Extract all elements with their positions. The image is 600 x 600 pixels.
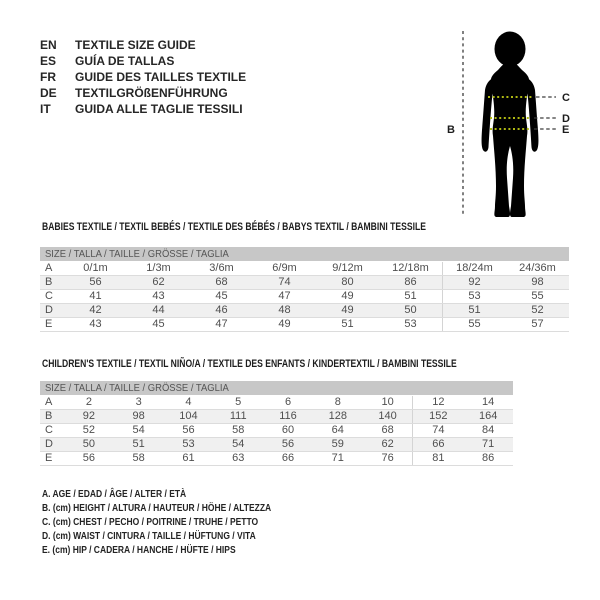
lang-code: DE — [40, 86, 57, 100]
babies-size-table — [40, 247, 569, 332]
value-cell: 8 — [334, 396, 341, 408]
table-row-A — [40, 396, 513, 409]
lang-code: ES — [40, 54, 57, 68]
value-cell: 80 — [341, 276, 354, 288]
value-cell: 0/1m — [83, 262, 108, 274]
value-cell: 68 — [381, 424, 394, 436]
value-cell: 2 — [85, 396, 92, 408]
value-cell: 56 — [82, 452, 96, 464]
babies-section-heading: BABIES TEXTILE / TEXTIL BEBÉS / TEXTILE DES BÉBÉS / BABYS TEXTIL / BAMBINI TESSILE — [42, 221, 426, 233]
value-cell: 52 — [82, 424, 96, 436]
value-cell: 5 — [235, 396, 242, 408]
children-section-heading: CHILDREN'S TEXTILE / TEXTIL NIÑO/A / TEXTILE DES ENFANTS / KINDERTEXTIL / BAMBINI TESSILE — [42, 358, 457, 370]
label-waist-D: D — [562, 113, 570, 125]
value-cell: 81 — [412, 452, 463, 465]
table-row-C — [40, 289, 569, 303]
size-header-bar — [40, 247, 569, 261]
language-item-fr — [40, 69, 246, 85]
table-row-E — [40, 451, 513, 465]
value-cell: 66 — [281, 452, 295, 464]
row-label: B — [45, 410, 53, 422]
value-cell: 63 — [232, 452, 245, 464]
lang-code: EN — [40, 38, 57, 52]
measurement-legend — [42, 488, 312, 558]
value-cell: 10 — [381, 396, 394, 408]
value-cell: 1/3m — [146, 262, 171, 274]
label-height-B: B — [447, 124, 455, 136]
value-cell: 24/36m — [519, 262, 556, 274]
value-cell: 12 — [412, 396, 463, 409]
value-cell: 53 — [182, 438, 195, 450]
child-figure-diagram — [440, 18, 600, 230]
value-cell: 50 — [82, 438, 96, 450]
value-cell: 14 — [482, 396, 495, 408]
lang-code: IT — [40, 102, 51, 116]
lang-text: TEXTILGRÖßENFÜHRUNG — [75, 86, 228, 100]
table-row-B — [40, 275, 569, 289]
value-cell: 104 — [179, 410, 198, 422]
value-cell: 59 — [331, 438, 344, 450]
value-cell: 116 — [279, 410, 297, 422]
lang-text: GUÍA DE TALLAS — [75, 54, 175, 68]
size-header-label: SIZE / TALLA / TAILLE / GRÖSSE / TAGLIA — [45, 248, 229, 260]
value-cell: 164 — [478, 410, 498, 422]
value-cell: 48 — [278, 304, 291, 316]
row-label: E — [45, 452, 53, 464]
label-chest-C: C — [562, 92, 570, 104]
row-label: E — [45, 318, 53, 330]
language-item-es — [40, 53, 246, 69]
value-cell: 53 — [404, 318, 417, 330]
value-cell: 4 — [185, 396, 192, 408]
value-cell: 50 — [404, 304, 417, 316]
value-cell: 3 — [135, 396, 142, 408]
value-cell: 47 — [215, 318, 228, 330]
value-cell: 62 — [152, 276, 165, 288]
legend-item-hip: E. (cm) HIP / CADERA / HANCHE / HÜFTE / HIPS — [42, 545, 236, 556]
value-cell: 46 — [215, 304, 228, 316]
value-cell: 71 — [482, 438, 495, 450]
row-label: D — [45, 438, 53, 450]
value-cell: 92 — [442, 276, 506, 289]
table-row-A — [40, 262, 569, 275]
value-cell: 62 — [381, 438, 394, 450]
value-cell: 6/9m — [272, 262, 297, 274]
value-cell: 111 — [229, 410, 247, 422]
value-cell: 140 — [378, 410, 397, 422]
value-cell: 18/24m — [442, 262, 506, 275]
table-row-B — [40, 409, 513, 423]
value-cell: 66 — [412, 438, 463, 451]
row-label: B — [45, 276, 53, 288]
children-size-table — [40, 381, 513, 466]
value-cell: 56 — [281, 438, 295, 450]
row-label: C — [45, 290, 53, 302]
value-cell: 49 — [278, 318, 291, 330]
value-cell: 52 — [531, 304, 544, 316]
value-cell: 71 — [331, 452, 344, 464]
value-cell: 55 — [442, 318, 506, 331]
value-cell: 54 — [132, 424, 145, 436]
label-hip-E: E — [562, 124, 570, 136]
value-cell: 45 — [215, 290, 228, 302]
language-item-it — [40, 101, 246, 117]
lang-code: FR — [40, 70, 56, 84]
value-cell: 12/18m — [392, 262, 429, 274]
value-cell: 74 — [412, 424, 463, 437]
value-cell: 47 — [278, 290, 291, 302]
language-item-de — [40, 85, 246, 101]
row-label: A — [45, 396, 53, 408]
value-cell: 41 — [89, 290, 102, 302]
value-cell: 51 — [442, 304, 506, 317]
value-cell: 43 — [89, 318, 102, 330]
value-cell: 86 — [404, 276, 417, 288]
value-cell: 57 — [531, 318, 544, 330]
legend-item-waist: D. (cm) WAIST / CINTURA / TAILLE / HÜFTUNG / VITA — [42, 531, 256, 542]
value-cell: 56 — [182, 424, 195, 436]
size-header-bar — [40, 381, 513, 395]
row-label: C — [45, 424, 53, 436]
value-cell: 6 — [284, 396, 292, 408]
value-cell: 56 — [89, 276, 102, 288]
value-cell: 54 — [232, 438, 245, 450]
value-cell: 55 — [531, 290, 544, 302]
table-row-E — [40, 317, 569, 331]
value-cell: 61 — [182, 452, 195, 464]
lang-text: GUIDA ALLE TAGLIE TESSILI — [75, 102, 243, 116]
lang-text: GUIDE DES TAILLES TEXTILE — [75, 70, 247, 84]
table-row-D — [40, 303, 569, 317]
value-cell: 86 — [482, 452, 495, 464]
language-item-en — [40, 37, 246, 53]
value-cell: 58 — [132, 452, 145, 464]
value-cell: 92 — [82, 410, 96, 422]
value-cell: 44 — [152, 304, 165, 316]
value-cell: 51 — [404, 290, 417, 302]
legend-item-height: B. (cm) HEIGHT / ALTURA / HAUTEUR / HÖHE / ALTEZZA — [42, 503, 272, 514]
value-cell: 84 — [482, 424, 495, 436]
table-row-D — [40, 437, 513, 451]
value-cell: 51 — [132, 438, 145, 450]
value-cell: 98 — [531, 276, 544, 288]
row-label: D — [45, 304, 53, 316]
value-cell: 152 — [412, 410, 463, 423]
lang-text: TEXTILE SIZE GUIDE — [75, 38, 196, 52]
value-cell: 60 — [281, 424, 295, 436]
child-silhouette-icon — [482, 32, 539, 218]
value-cell: 49 — [341, 290, 354, 302]
value-cell: 98 — [132, 410, 145, 422]
value-cell: 58 — [232, 424, 245, 436]
value-cell: 128 — [328, 410, 347, 422]
value-cell: 76 — [381, 452, 394, 464]
table-row-C — [40, 423, 513, 437]
legend-item-chest: C. (cm) CHEST / PECHO / POITRINE / TRUHE / PETTO — [42, 517, 259, 528]
value-cell: 64 — [331, 424, 344, 436]
legend-item-age: A. AGE / EDAD / ÂGE / ALTER / ETÀ — [42, 489, 187, 500]
value-cell: 53 — [442, 290, 506, 303]
value-cell: 43 — [152, 290, 165, 302]
value-cell: 3/6m — [209, 262, 234, 274]
value-cell: 45 — [152, 318, 165, 330]
row-label: A — [45, 262, 53, 274]
value-cell: 9/12m — [332, 262, 363, 274]
value-cell: 42 — [89, 304, 102, 316]
value-cell: 68 — [215, 276, 228, 288]
language-list — [40, 37, 246, 117]
value-cell: 51 — [341, 318, 354, 330]
size-header-label: SIZE / TALLA / TAILLE / GRÖSSE / TAGLIA — [45, 382, 229, 394]
value-cell: 74 — [278, 276, 291, 288]
value-cell: 49 — [341, 304, 354, 316]
